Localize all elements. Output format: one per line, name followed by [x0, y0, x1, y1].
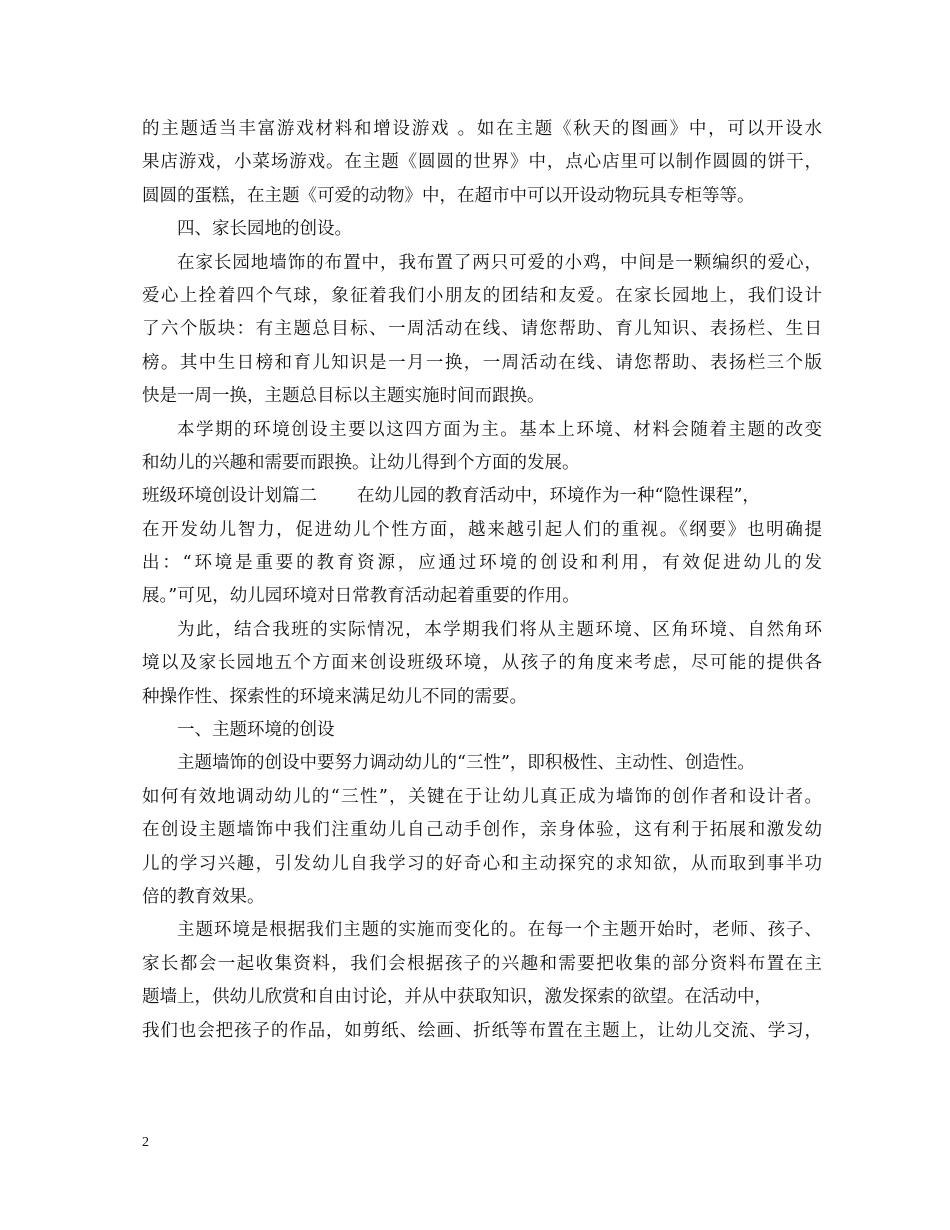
- text-line: 出：“环境是重要的教育资源，应通过环境的创设和利用，有效促进幼儿的发: [142, 553, 822, 574]
- text-line: 快是一周一换，主题总目标以主题实施时间而跟换。: [142, 386, 545, 407]
- text-line: 本学期的环境创设主要以这四方面为主。基本上环境、材料会随着主题的改变: [177, 419, 822, 440]
- text-line: 榜。其中生日榜和育儿知识是一月一换，一周活动在线、请您帮助、表扬栏三个版: [142, 352, 822, 373]
- text-line: 和幼儿的兴趣和需要而跟换。让幼儿得到个方面的发展。: [142, 452, 580, 473]
- text-line: 种操作性、探索性的环境来满足幼儿不同的需要。: [142, 686, 527, 707]
- text-line: 境以及家长园地五个方面来创设班级环境，从孩子的角度来考虑，尽可能的提供各: [142, 653, 822, 674]
- text-line: 主题墙饰的创设中要努力调动幼儿的“三性”，即积极性、主动性、创造性。: [177, 753, 755, 774]
- text-line: 儿的学习兴趣，引发幼儿自我学习的好奇心和主动探究的求知欲，从而取到事半功: [142, 853, 822, 874]
- text-line: 一、主题环境的创设: [177, 720, 335, 741]
- section-heading-line: [142, 480, 822, 513]
- text-line: 题墙上，供幼儿欣赏和自由讨论，并从中获取知识，激发探索的欲望。在活动中，: [142, 987, 772, 1008]
- text-line: 家长都会一起收集资料，我们会根据孩子的兴趣和需要把收集的部分资料布置在主: [142, 953, 822, 974]
- text-line: 在家长园地墙饰的布置中，我布置了两只可爱的小鸡，中间是一颗编织的爱心，: [177, 252, 822, 273]
- text-line: 四、家长园地的创设。: [177, 219, 352, 240]
- section-title: 班级环境创设计划篇二: [142, 486, 317, 507]
- text-line: 倍的教育效果。: [142, 886, 265, 907]
- text-line: 圆圆的蛋糕，在主题《可爱的动物》中，在超市中可以开设动物玩具专柜等等。: [142, 185, 755, 206]
- text-line: 了六个版块：有主题总目标、一周活动在线、请您帮助、育儿知识、表扬栏、生日: [142, 319, 822, 340]
- text-line: 在创设主题墙饰中我们注重幼儿自己动手创作，亲身体验，这有利于拓展和激发幼: [142, 820, 822, 841]
- text-line: 的主题适当丰富游戏材料和增设游戏 。如在主题《秋天的图画》中，可以开设水: [142, 119, 822, 139]
- text-line: 主题环境是根据我们主题的实施而变化的。在每一个主题开始时，老师、孩子、: [177, 920, 822, 941]
- paragraph-text: 在幼儿园的教育活动中，环境作为一种“隐性课程”，: [357, 486, 760, 507]
- text-line: 展。”可见，幼儿园环境对日常教育活动起着重要的作用。: [142, 586, 580, 607]
- page-number: 2: [142, 1135, 149, 1150]
- text-line: 我们也会把孩子的作品，如剪纸、绘画、折纸等布置在主题上，让幼儿交流、学习，: [142, 1020, 822, 1041]
- body-text: [142, 113, 822, 1048]
- text-line: 在开发幼儿智力，促进幼儿个性方面，越来越引起人们的重视。《纲要》也明确提: [142, 519, 822, 540]
- text-line: 为此，结合我班的实际情况，本学期我们将从主题环境、区角环境、自然角环: [177, 619, 822, 640]
- text-line: 果店游戏，小菜场游戏。在主题《圆圆的世界》中，点心店里可以制作圆圆的饼干，: [142, 152, 822, 173]
- text-line: 如何有效地调动幼儿的“三性”，关键在于让幼儿真正成为墙饰的创作者和设计者。: [142, 786, 822, 807]
- text-line: 爱心上拴着四个气球，象征着我们小朋友的团结和友爱。在家长园地上，我们设计: [142, 285, 822, 306]
